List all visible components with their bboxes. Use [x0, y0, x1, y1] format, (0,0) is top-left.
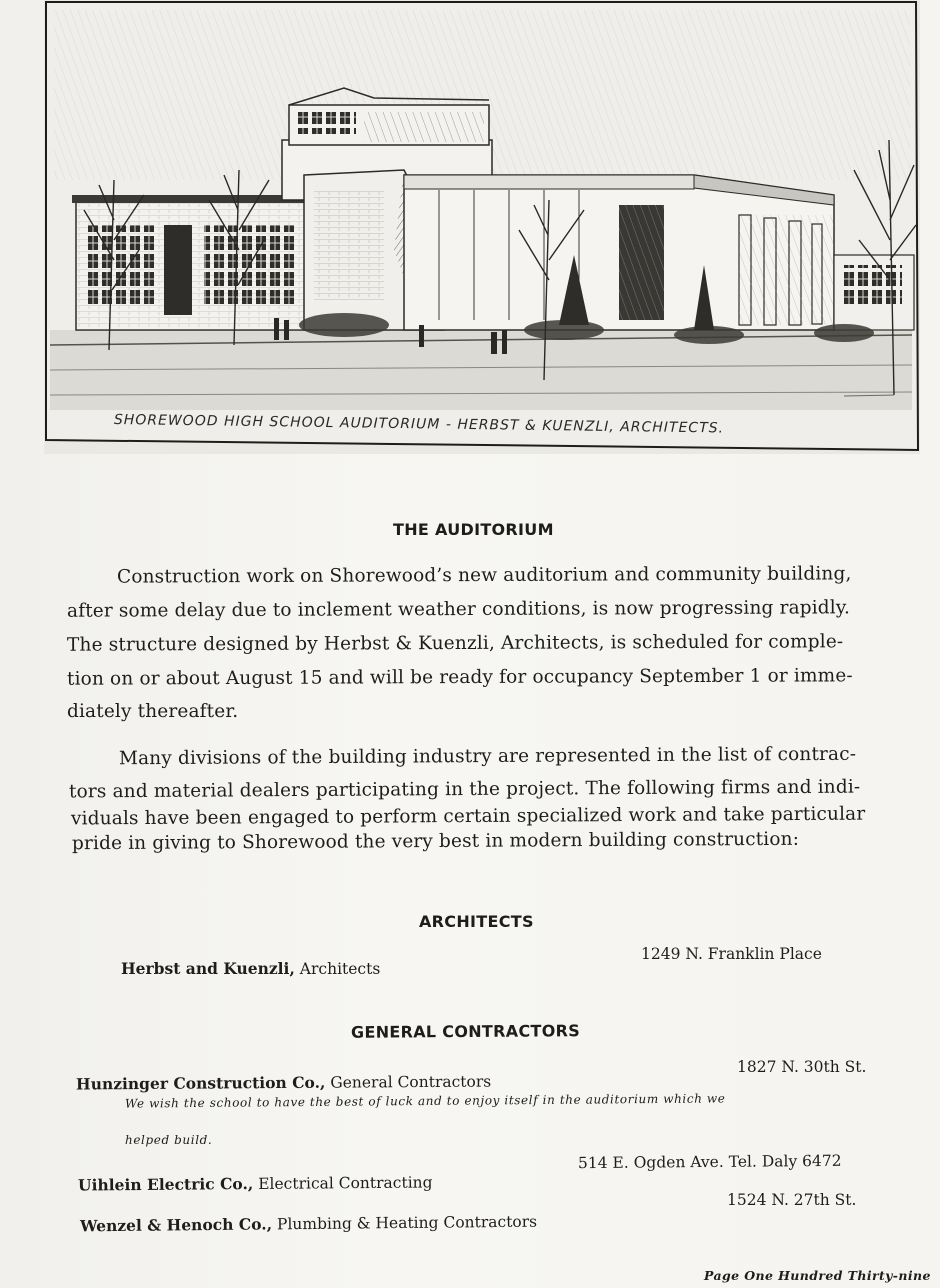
article-title: THE AUDITORIUM [393, 520, 554, 539]
hunzinger-entry [76, 1072, 491, 1094]
wenzel-address: 1524 N. 27th St. [727, 1191, 857, 1209]
paragraph-2-line-4: pride in giving to Shorewood the very best in modern building construction: [71, 828, 800, 855]
hunzinger-note-line-1: We wish the school to have the best of luck and to enjoy itself in the auditorium which we [124, 1091, 726, 1111]
uihlein-firm-role: Electrical Contracting [258, 1173, 433, 1193]
paragraph-2-line-3: viduals have been engaged to perform certain specialized work and take particular [70, 803, 866, 830]
uihlein-address: 514 E. Ogden Ave. Tel. Daly 6472 [577, 1151, 842, 1173]
paragraph-1-line-4: tion on or about August 15 and will be ready for occupancy September 1 or imme- [66, 665, 853, 690]
hunzinger-firm-role: General Contractors [330, 1072, 492, 1092]
paragraph-2-line-2: tors and material dealers participating in the project. The following firms and indi- [68, 776, 861, 803]
wenzel-entry [80, 1212, 537, 1236]
architect-firm-name: Herbst and Kuenzli, [121, 959, 295, 978]
architects-heading: ARCHITECTS [419, 912, 534, 931]
paragraph-1-line-1: Construction work on Shorewood’s new auditorium and community building, [116, 563, 852, 588]
general-contractors-heading: GENERAL CONTRACTORS [350, 1021, 581, 1042]
wenzel-firm-name: Wenzel & Henoch Co., [79, 1214, 273, 1236]
hunzinger-firm-name: Hunzinger Construction Co., [75, 1072, 326, 1094]
uihlein-entry [78, 1172, 433, 1194]
sketch-caption: SHOREWOOD HIGH SCHOOL AUDITORIUM - HERBST & KUENZLI, ARCHITECTS. [113, 412, 725, 437]
page-number-label: Page One Hundred Thirty-nine [704, 1268, 931, 1283]
auditorium-sketch-plate [44, 0, 920, 454]
uihlein-firm-name: Uihlein Electric Co., [77, 1174, 254, 1195]
architect-entry-firm [121, 959, 380, 978]
architect-entry-address: 1249 N. Franklin Place [641, 945, 822, 963]
hunzinger-note-line-2: helped build. [125, 1133, 213, 1147]
architect-firm-role: Architects [299, 960, 381, 978]
hunzinger-address: 1827 N. 30th St. [737, 1058, 867, 1076]
auditorium-sketch-illustration [44, 0, 920, 454]
paragraph-2-line-1: Many divisions of the building industry are represented in the list of contrac- [118, 743, 857, 770]
paragraph-1-line-2: after some delay due to inclement weather conditions, is now progressing rapidly. [66, 597, 851, 622]
paragraph-1-line-3: The structure designed by Herbst & Kuenzli, Architects, is scheduled for comple- [66, 631, 844, 656]
paragraph-1-line-5: diately thereafter. [67, 701, 239, 722]
wenzel-firm-role: Plumbing & Heating Contractors [276, 1212, 538, 1234]
